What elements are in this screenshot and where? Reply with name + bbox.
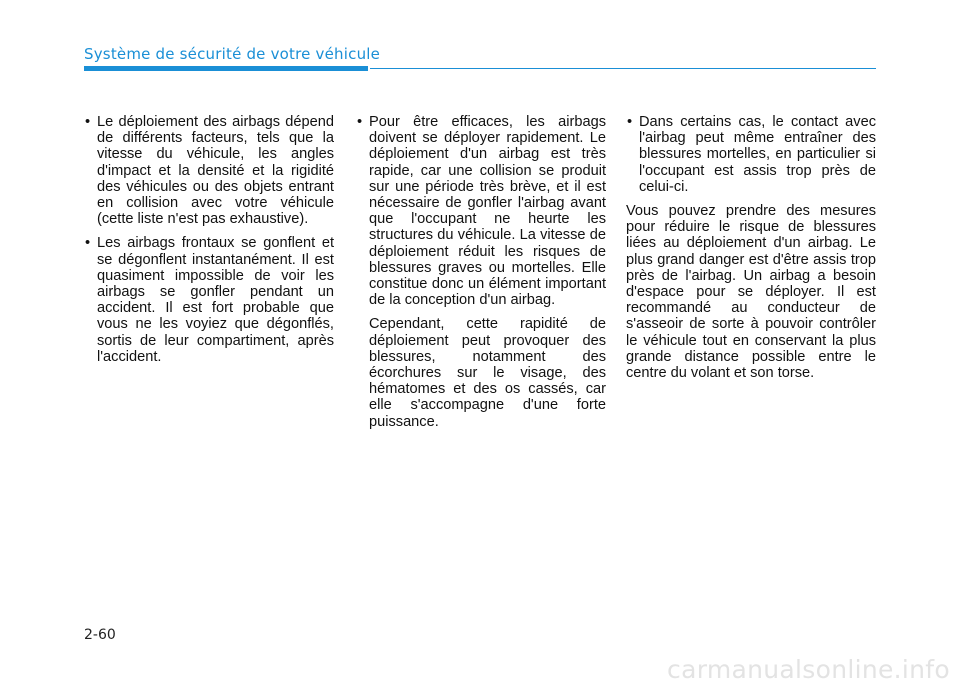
text-column-3 — [626, 114, 876, 389]
continuation-paragraph: Cependant, cette rapidité de déploiement peut provoquer des blessures, notamment des écorchures sur le visage, des hématomes et des os cassés, car elle s'accompagne d'une forte puissance. — [369, 316, 606, 430]
text-column-1 — [84, 114, 334, 373]
bullet-item: • Pour être efficaces, les airbags doivent se déployer rapidement. Le déploiement d'un airbag est très rapide, car une collision se produit sur une période très brève, et il est nécessaire de gonfler l'airbag avant que l'occupant ne heurte les structures du véhicule. La vitesse de déploiement réduit les risques de blessures graves ou mortelles. Elle constitue donc un élément important de la conception d'un airbag. — [356, 114, 606, 308]
bullet-item: • Dans certains cas, le contact avec l'airbag peut même entraîner des blessures mortelles, en particulier si l'occupant est assis trop près de celui-ci. — [626, 114, 876, 195]
bullet-item: • Le déploiement des airbags dépend de différents facteurs, tels que la vitesse du véhicule, les angles d'impact et la densité et la rigidité des véhicules ou des objets entrant en collision avec votre véhicule (cette liste n'est pas exhaustive). — [84, 114, 334, 227]
bullet-item: • Les airbags frontaux se gonflent et se dégonflent instantanément. Il est quasiment impossible de voir les airbags se gonfler pendant un accident. Il est fort probable que vous ne les voyiez que dégonflés, sortis de leur compartiment, après l'accident. — [84, 235, 334, 365]
body-paragraph: Vous pouvez prendre des mesures pour réduire le risque de blessures liées au déploiement d'un airbag. Le plus grand danger est d'être assis trop près de l'airbag. Un airbag a besoin d'espace pour se déployer. Il est recommandé au conducteur de s'asseoir de sorte à pouvoir contrôler le véhicule tout en conservant la plus grande distance possible entre le centre du volant et son torse. — [626, 203, 876, 382]
header-rule-thin — [370, 68, 876, 69]
page-number: 2-60 — [84, 627, 116, 643]
text-column-2 — [356, 114, 606, 438]
watermark: carmanualsonline.info — [667, 655, 950, 684]
section-title: Système de sécurité de votre véhicule — [84, 45, 381, 63]
header-rule-thick — [84, 66, 368, 71]
